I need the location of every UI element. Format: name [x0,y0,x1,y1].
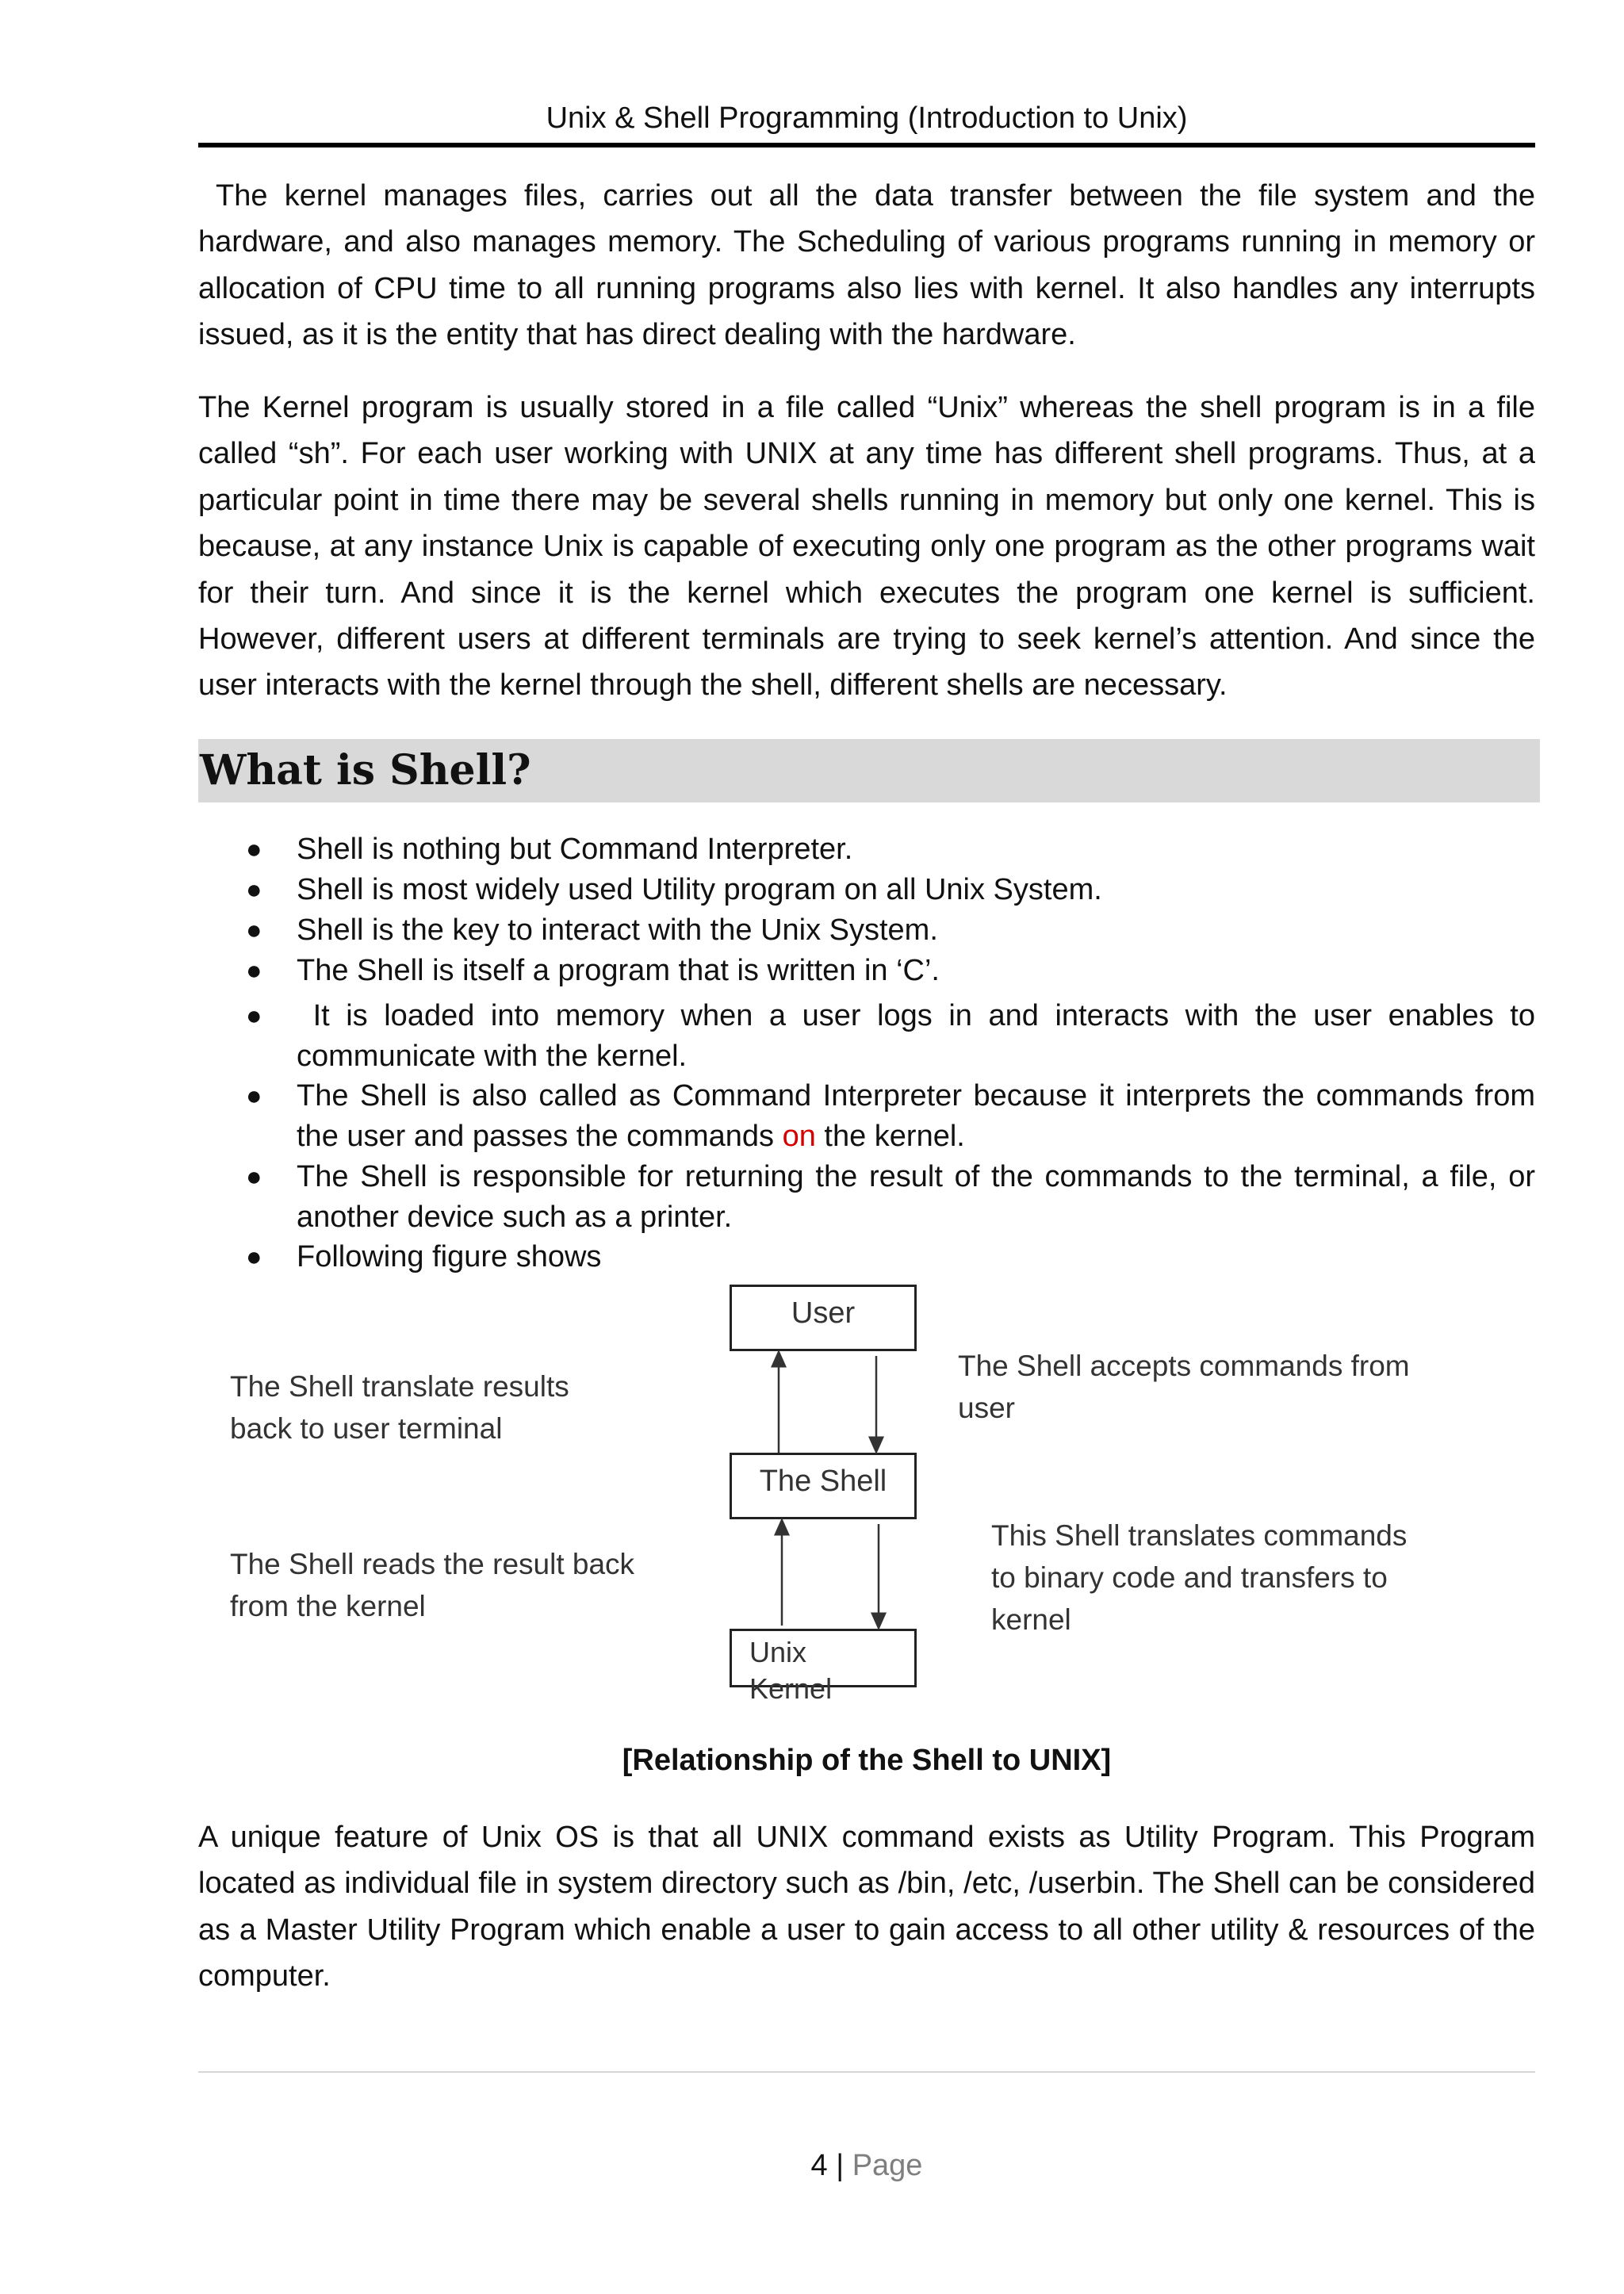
bullet-dot: ● [246,834,262,864]
footer-rule [198,2071,1535,2073]
label-line: This Shell translates commands [991,1519,1408,1552]
label-line: The Shell translate results [230,1370,569,1403]
paragraph-kernel-file: The Kernel program is usually stored in a file called “Unix” whereas the shell program is in a file called “sh”. For each user working with UNIX at any time has different shell programs. Thus, at a particular point in time there may be several shells running in memory but only one kernel. This is because, at any instance Unix is capable of executing only one program as the other programs wait for their turn. And since it is the kernel which executes the program one kernel is sufficient. However, different users at different terminals are trying to seek kernel’s attention. And since the user interacts with the kernel through the shell, different shells are necessary. [198,391,1535,703]
label-line: to binary code and transfers to [991,1561,1388,1594]
bullet-dot: ● [246,1001,262,1031]
header-rule [198,143,1535,147]
section-heading [198,739,1540,802]
shell-relationship-diagram [214,1277,1467,1713]
list-item-text: The Shell is responsible for returning the result of the commands to the terminal, a file, or another device such as a printer. [297,1160,1535,1234]
list-item-text: Shell is most widely used Utility program on all Unix System. [297,873,1102,906]
list-item-text: The Shell is itself a program that is written in ‘C’. [297,954,940,987]
highlighted-word: on [782,1120,816,1153]
bullet-dot: ● [246,1081,262,1111]
bullet-dot: ● [246,875,262,905]
diagram-arrows [214,1277,1467,1713]
list-item-text-start: The Shell is also called as Command Interpreter because it interprets the commands from the user and passes the commands [297,1079,1535,1153]
label-reads-result [230,1543,634,1627]
label-line: from the kernel [230,1590,426,1622]
list-item-text: Shell is nothing but Command Interpreter. [297,833,853,866]
bullet-dot: ● [246,1162,262,1192]
label-line: user [958,1392,1015,1424]
kernel-box-label-line2: Kernel [749,1672,833,1705]
running-header: Unix & Shell Programming (Introduction to Unix) [546,101,1188,135]
label-line: The Shell reads the result back [230,1548,635,1580]
label-line: back to user terminal [230,1412,503,1445]
user-box-label: User [791,1296,856,1330]
label-translate-results [230,1365,569,1450]
shell-box-label: The Shell [759,1465,887,1498]
footer-separator: | [836,2149,845,2182]
list-item-text: It is loaded into memory when a user logs in and interacts with the user enables to communicate with the kernel. [297,999,1544,1073]
list-item-text [297,1076,1535,1157]
page-number: 4 [810,2149,828,2182]
section-title: What is Shell? [200,746,531,795]
list-item-text: Following figure shows [297,1240,602,1273]
paragraph-utility-program: A unique feature of Unix OS is that all UNIX command exists as Utility Program. This Program located as individual file in system directory such as /bin, /etc, /userbin. The Shell can be considered as a Master Utility Program which enable a user to gain access to all other utility & resources of the computer. [198,1821,1535,1993]
label-accepts-commands [958,1345,1410,1429]
list-item-text-end: the kernel. [815,1120,965,1153]
page-footer [198,2146,1535,2185]
label-line: The Shell accepts commands from [958,1350,1410,1382]
label-translates-commands [991,1515,1407,1641]
bullet-dot: ● [246,915,262,945]
label-line: kernel [991,1603,1071,1636]
bullet-dot: ● [246,956,262,986]
list-item-text: Shell is the key to interact with the Unix System. [297,913,938,947]
page-label: Page [852,2149,923,2182]
figure-caption: [Relationship of the Shell to UNIX] [622,1744,1112,1777]
paragraph-kernel-role: The kernel manages files, carries out all the data transfer between the file system and the hardware, and also manages memory. The Scheduling of various programs running in memory or allocation of CPU time to all running programs also lies with kernel. It also handles any interrupts issued, as it is the entity that has direct dealing with the hardware. [198,179,1535,352]
kernel-box-label-line1: Unix [749,1636,807,1668]
bullet-dot: ● [246,1242,262,1272]
